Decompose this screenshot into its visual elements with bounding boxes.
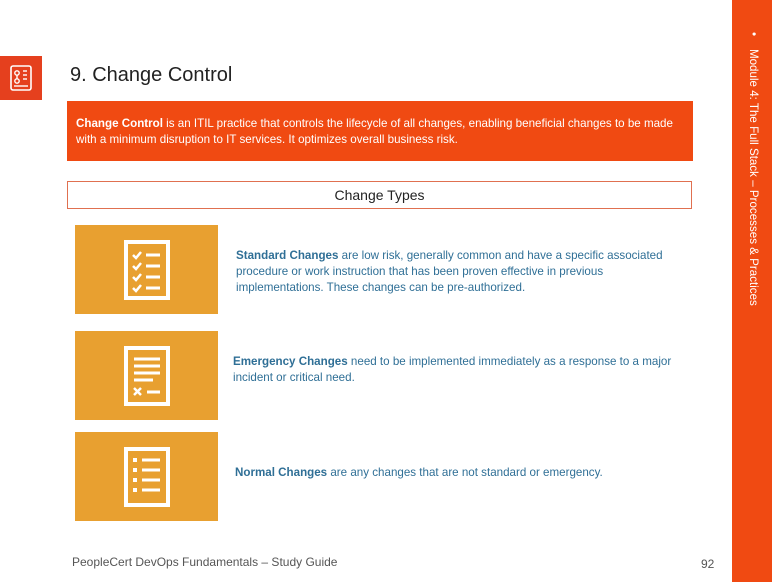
section-heading: Change Types <box>67 181 692 209</box>
normal-changes-text <box>235 465 685 481</box>
intro-term: Change Control <box>76 117 163 130</box>
standard-changes-tile <box>75 225 218 314</box>
emergency-changes-term: Emergency Changes <box>233 355 348 368</box>
emergency-changes-text <box>233 354 693 386</box>
standard-changes-text <box>236 248 676 296</box>
sidebar-bullet: • <box>747 32 760 37</box>
normal-changes-term: Normal Changes <box>235 466 328 479</box>
emergency-changes-description: need to be implemented immediately as a response to a major incident or critical need. <box>233 355 672 384</box>
module-logo-icon <box>0 56 42 100</box>
intro-text: is an ITIL practice that controls the lifecycle of all changes, enabling beneficial changes to be made with a minimum disruption to IT services. It optimizes overall business risk. <box>76 117 673 146</box>
standard-changes-description: are low risk, generally common and have a specific associated procedure or work instruction that has been proven effective in previous implementations. These changes can be pre-authorized. <box>236 249 663 294</box>
intro-banner <box>67 101 693 161</box>
emergency-changes-tile <box>75 331 218 420</box>
normal-changes-tile <box>75 432 218 521</box>
page-number: 92 <box>701 557 715 571</box>
list-icon <box>123 446 171 508</box>
checklist-icon <box>123 239 171 301</box>
document-cross-icon <box>123 345 171 407</box>
sidebar-module-title: Module 4: The Full Stack – Processes & Practices <box>747 48 760 306</box>
page-title: 9. Change Control <box>70 64 233 86</box>
sidebar-label-wrapper <box>744 32 764 362</box>
footer-text: PeopleCert DevOps Fundamentals – Study Guide <box>72 555 338 569</box>
normal-changes-description: are any changes that are not standard or emergency. <box>327 466 603 479</box>
standard-changes-term: Standard Changes <box>236 249 339 262</box>
sidebar-label <box>747 32 760 306</box>
